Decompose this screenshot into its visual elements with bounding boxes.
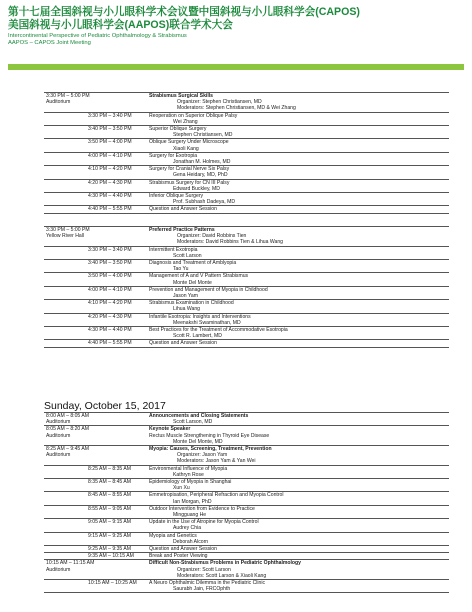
- time-slot: 4:30 PM – 4:40 PM: [88, 327, 132, 334]
- time-slot: 4:00 PM – 4:10 PM: [88, 286, 132, 293]
- time-slot: 9:35 AM – 10:15 AM: [88, 553, 134, 560]
- session-cell: [147, 126, 449, 138]
- session-title: Environmental Influence of Myopia: [149, 465, 228, 472]
- speaker-line: Audrey Chia: [173, 525, 202, 532]
- schedule-row: [44, 553, 449, 560]
- time-cell: [44, 413, 147, 425]
- room-name: Auditorium: [46, 419, 71, 426]
- schedule-row: [44, 327, 449, 340]
- session-cell: [147, 580, 449, 592]
- speaker-line: Moderators: Jason Yam & Yan Wei: [177, 458, 256, 465]
- time-cell: [44, 193, 147, 205]
- session-title: Oblique Surgery Under Microscope: [149, 139, 229, 146]
- schedule-row: [44, 287, 449, 300]
- session-title: Management of A and V Pattern Strabismus: [149, 273, 249, 280]
- speaker-line: Organizer: Stephen Christiansen, MD: [177, 99, 262, 106]
- schedule-row: [44, 113, 449, 126]
- session-cell: [147, 139, 449, 151]
- time-slot: 3:30 PM – 5:00 PM: [46, 227, 90, 233]
- schedule-row: [44, 533, 449, 546]
- session-title: Superior Oblique Surgery: [149, 126, 207, 133]
- speaker-line: Xiaoli Kang: [173, 145, 199, 152]
- speaker-line: Jason Yam: [173, 293, 199, 300]
- time-cell: [44, 126, 147, 138]
- time-slot: 8:55 AM – 9:05 AM: [88, 505, 132, 512]
- session-cell: [147, 206, 449, 212]
- speaker-line: Stephen Christiansen, MD: [173, 132, 233, 139]
- time-cell: [44, 546, 147, 552]
- session-cell: [147, 193, 449, 205]
- time-cell: [44, 479, 147, 491]
- session-title: Keynote Speaker: [149, 426, 191, 433]
- session-cell: [147, 93, 449, 112]
- session-cell: [147, 340, 449, 346]
- schedule-row: [44, 546, 449, 553]
- schedule-row: [44, 180, 449, 193]
- header-chinese-title-line1: 第十七届全国斜视与小儿眼科学术会议暨中国斜视与小儿眼科学会(CAPOS): [8, 6, 360, 18]
- speaker-line: Lihua Wang: [173, 306, 200, 313]
- speaker-line: Prof. Subhash Dadeya, MD: [173, 199, 236, 206]
- session-title: Reoperation on Superior Oblique Palsy: [149, 112, 238, 119]
- schedule-row: [44, 580, 449, 593]
- header-joint-meeting: AAPOS – CAPOS Joint Meeting: [8, 40, 91, 46]
- time-slot: 8:25 AM – 8:35 AM: [88, 465, 132, 472]
- session-cell: [147, 314, 449, 326]
- time-cell: [44, 446, 147, 465]
- schedule-row: [44, 340, 449, 347]
- session-title: Outdoor Intervention from Evidence to Practice: [149, 505, 255, 512]
- time-slot: 3:50 PM – 4:00 PM: [88, 139, 132, 146]
- time-cell: [44, 206, 147, 212]
- session-title: Strabismus Surgical Skills: [149, 93, 213, 99]
- session-title: Preferred Practice Patterns: [149, 227, 215, 233]
- schedule-row: [44, 426, 449, 446]
- speaker-line: Rectus Muscle Strengthening in Thyroid Eye Disease: [149, 432, 270, 439]
- time-cell: [44, 260, 147, 272]
- schedule-row: [44, 314, 449, 327]
- session-title: Surgery for Exotropia: [149, 152, 198, 159]
- session-cell: [147, 327, 449, 339]
- session-cell: [147, 260, 449, 272]
- time-slot: 8:25 AM – 9:45 AM: [46, 446, 90, 453]
- speaker-line: Monte Del Monte: [173, 279, 212, 286]
- session-title: Infantile Esotropia: Insights and Interventions: [149, 313, 251, 320]
- time-slot: 10:15 AM – 11:15 AM: [46, 560, 95, 567]
- schedule-row: [44, 166, 449, 179]
- session-cell: [147, 247, 449, 259]
- schedule-row: [44, 506, 449, 519]
- time-slot: 4:20 PM – 4:30 PM: [88, 179, 132, 186]
- time-cell: [44, 553, 147, 559]
- time-slot: 4:40 PM – 5:55 PM: [88, 206, 132, 213]
- time-cell: [44, 273, 147, 285]
- speaker-line: Scott Larson: [173, 252, 202, 259]
- speaker-line: Moderators: Scott Larson & Xiaoli Kang: [177, 572, 267, 579]
- session-title: Diagnosis and Treatment of Amblyopia: [149, 260, 237, 267]
- schedule-row: [44, 226, 449, 247]
- time-cell: [44, 327, 147, 339]
- speaker-line: Organizer: Scott Larson: [177, 566, 231, 573]
- speaker-line: Jonathan M. Holmes, MD: [173, 159, 231, 166]
- session-cell: [147, 519, 449, 531]
- schedule-row: [44, 519, 449, 532]
- speaker-line: Deborah Alcorn: [173, 538, 209, 545]
- speaker-line: Scott R. Lambert, MD: [173, 333, 222, 340]
- schedule-row: [44, 247, 449, 260]
- time-cell: [44, 227, 147, 246]
- session-cell: [147, 560, 449, 579]
- session-title: Epidemiology of Myopia in Shanghai: [149, 479, 232, 486]
- time-cell: [44, 93, 147, 112]
- time-slot: 9:25 AM – 9:35 AM: [88, 546, 132, 553]
- session-title: Myopia: Causes, Screening, Treatment, Prevention: [149, 446, 272, 453]
- speaker-line: Kathryn Rose: [173, 471, 204, 478]
- session-title: Inferior Oblique Surgery: [149, 193, 204, 200]
- room-name: Auditorium: [46, 452, 71, 459]
- session-title: Surgery for Cranial Nerve Six Palsy: [149, 166, 230, 173]
- session-title: Difficult Non-Strabismus Problems in Pediatric Ophthalmology: [149, 560, 301, 567]
- time-cell: [44, 180, 147, 192]
- time-slot: 8:35 AM – 8:45 AM: [88, 479, 132, 486]
- conference-header: [8, 6, 468, 47]
- schedule-table-session-2: [44, 226, 449, 348]
- session-cell: [147, 166, 449, 178]
- header-chinese-title-line2: 美国斜视与小儿眼科学会(AAPOS)联合学术大会: [8, 19, 233, 31]
- schedule-row: [44, 492, 449, 505]
- speaker-line: Wei Zhang: [173, 118, 198, 125]
- time-cell: [44, 300, 147, 312]
- session-cell: [147, 180, 449, 192]
- room-name: Auditorium: [46, 99, 71, 106]
- schedule-row: [44, 260, 449, 273]
- speaker-line: Saurabh Jain, FRCOphth: [173, 586, 231, 593]
- time-cell: [44, 519, 147, 531]
- session-cell: [147, 273, 449, 285]
- session-title: Intermittent Exotropia: [149, 246, 198, 253]
- session-cell: [147, 533, 449, 545]
- schedule-table-session-1: [44, 92, 449, 214]
- session-cell: [147, 300, 449, 312]
- speaker-line: Moderators: Stephen Christiansen, MD & Wei Zhang: [177, 105, 296, 112]
- session-cell: [147, 287, 449, 299]
- time-cell: [44, 580, 147, 592]
- session-title: Best Practices for the Treatment of Accommodative Esotropia: [149, 327, 288, 334]
- time-slot: 3:40 PM – 3:50 PM: [88, 126, 132, 133]
- time-slot: 4:20 PM – 4:30 PM: [88, 313, 132, 320]
- session-title: Question and Answer Session: [149, 340, 217, 347]
- session-title: Myopia and Genetics: [149, 532, 197, 539]
- time-slot: 4:40 PM – 5:55 PM: [88, 340, 132, 347]
- speaker-line: Edward Buckley, MD: [173, 185, 220, 192]
- time-slot: 3:30 PM – 3:40 PM: [88, 112, 132, 119]
- session-title: Break and Poster Viewing: [149, 553, 208, 560]
- time-cell: [44, 287, 147, 299]
- time-cell: [44, 139, 147, 151]
- session-cell: [147, 446, 449, 465]
- session-title: Announcements and Closing Statements: [149, 413, 249, 419]
- session-cell: [147, 506, 449, 518]
- speaker-line: Xun Xu: [173, 485, 190, 492]
- schedule-row: [44, 139, 449, 152]
- speaker-line: Ian Morgan, PhD: [173, 498, 212, 505]
- room-name: Auditorium: [46, 566, 71, 573]
- schedule-row: [44, 153, 449, 166]
- session-cell: [147, 466, 449, 478]
- time-slot: 3:30 PM – 5:00 PM: [46, 93, 90, 99]
- time-cell: [44, 340, 147, 346]
- speaker-line: Moderators: David Robbins Tien & Lihua Wang: [177, 239, 283, 246]
- session-cell: [147, 227, 449, 246]
- schedule-row: [44, 446, 449, 466]
- schedule-row: [44, 273, 449, 286]
- time-cell: [44, 560, 147, 579]
- time-slot: 8:05 AM – 8:20 AM: [46, 426, 90, 433]
- time-cell: [44, 113, 147, 125]
- time-cell: [44, 426, 147, 445]
- time-cell: [44, 153, 147, 165]
- time-slot: 4:00 PM – 4:10 PM: [88, 152, 132, 159]
- time-slot: 8:45 AM – 8:55 AM: [88, 492, 132, 499]
- schedule-row: [44, 206, 449, 213]
- session-title: Prevention and Management of Myopia in Childhood: [149, 286, 268, 293]
- time-cell: [44, 506, 147, 518]
- time-cell: [44, 533, 147, 545]
- time-cell: [44, 466, 147, 478]
- time-slot: 4:30 PM – 4:40 PM: [88, 193, 132, 200]
- time-slot: 3:30 PM – 3:40 PM: [88, 246, 132, 253]
- session-title: Strabismus Examination in Childhood: [149, 300, 234, 307]
- session-cell: [147, 113, 449, 125]
- time-slot: 8:00 AM – 8:05 AM: [46, 413, 90, 419]
- time-slot: 3:50 PM – 4:00 PM: [88, 273, 132, 280]
- session-cell: [147, 153, 449, 165]
- speaker-line: Scott Larson, MD: [173, 419, 213, 426]
- schedule-table-session-3: [44, 412, 449, 593]
- time-slot: 4:10 PM – 4:20 PM: [88, 300, 132, 307]
- schedule-row: [44, 300, 449, 313]
- day-heading: Sunday, October 15, 2017: [44, 400, 166, 412]
- session-title: A Neuro Ophthalmic Dilemma in the Pediatric Clinic: [149, 580, 266, 587]
- time-slot: 9:05 AM – 9:15 AM: [88, 519, 132, 526]
- time-cell: [44, 314, 147, 326]
- time-cell: [44, 492, 147, 504]
- speaker-line: Meenakshi Swaminathan, MD: [173, 319, 241, 326]
- schedule-row: [44, 92, 449, 113]
- schedule-row: [44, 193, 449, 206]
- session-cell: [147, 479, 449, 491]
- schedule-row: [44, 412, 449, 426]
- speaker-line: Gena Heidary, MD, PhD: [173, 172, 228, 179]
- speaker-line: Mingguang He: [173, 512, 207, 519]
- session-title: Question and Answer Session: [149, 206, 217, 213]
- room-name: Yellow River Hall: [46, 233, 85, 240]
- speaker-line: Organizer: David Robbins Tien: [177, 233, 247, 240]
- time-cell: [44, 247, 147, 259]
- session-cell: [147, 546, 449, 552]
- schedule-row: [44, 479, 449, 492]
- time-slot: 9:15 AM – 9:25 AM: [88, 532, 132, 539]
- session-title: Update in the Use of Atropine for Myopia Control: [149, 519, 259, 526]
- speaker-line: Monte Del Monte, MD: [173, 438, 223, 445]
- speaker-line: Organizer: Jason Yam: [177, 452, 228, 459]
- time-slot: 3:40 PM – 3:50 PM: [88, 260, 132, 267]
- room-name: Auditorium: [46, 432, 71, 439]
- time-slot: 4:10 PM – 4:20 PM: [88, 166, 132, 173]
- session-title: Strabismus Surgery for CN III Palsy: [149, 179, 230, 186]
- session-cell: [147, 492, 449, 504]
- schedule-row: [44, 560, 449, 580]
- header-english-subtitle: Intercontinental Perspective of Pediatric Ophthalmology & Strabismus: [8, 33, 187, 39]
- session-cell: [147, 553, 449, 559]
- session-cell: [147, 426, 449, 445]
- header-divider-bar: [8, 64, 464, 70]
- time-slot: 10:15 AM – 10:25 AM: [88, 580, 137, 587]
- schedule-row: [44, 466, 449, 479]
- time-cell: [44, 166, 147, 178]
- session-cell: [147, 413, 449, 425]
- session-title: Emmetropisation, Peripheral Refraction and Myopia Control: [149, 492, 284, 499]
- schedule-row: [44, 126, 449, 139]
- session-title: Question and Answer Session: [149, 546, 217, 553]
- speaker-line: Tao Yu: [173, 266, 189, 273]
